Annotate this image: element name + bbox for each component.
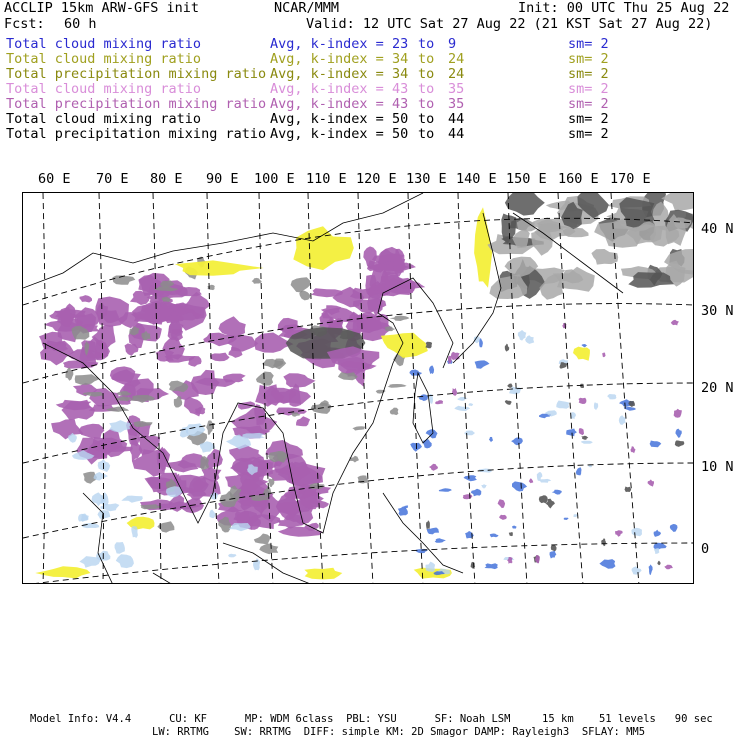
cloud-speck (529, 478, 533, 483)
blue-cloud-patch (429, 366, 434, 375)
legend-smoothing: sm= 2 (568, 126, 609, 142)
cloud-speck (425, 342, 432, 349)
blue-cloud-patch (439, 488, 452, 492)
blue-cloud-patch (654, 543, 667, 550)
legend-k-start: 43 (392, 81, 409, 97)
lon-label: 170 E (610, 171, 651, 187)
legend-field-name: Total cloud mixing ratio (6, 111, 202, 127)
blue-cloud-patch (490, 534, 499, 538)
legend-field-name: Total cloud mixing ratio (6, 51, 202, 67)
legend-k-end: 35 (448, 81, 465, 97)
cloud-speck (505, 400, 512, 405)
blue-cloud-patch (435, 538, 446, 543)
legend-avg-label: Avg, k-index = (270, 126, 384, 142)
cloud-speck (601, 538, 606, 546)
blue-cloud-patch (594, 402, 598, 410)
lon-label: 80 E (150, 171, 183, 187)
blue-cloud-patch (632, 566, 642, 574)
legend-k-start: 34 (392, 66, 409, 82)
gray-cloud-patch (390, 408, 399, 416)
blue-cloud-patch (79, 556, 101, 568)
blue-cloud-patch (469, 403, 474, 406)
blue-cloud-patch (426, 429, 438, 438)
blue-cloud-patch (131, 526, 138, 538)
legend-avg-label: Avg, k-index = (270, 51, 384, 67)
cloud-speck (471, 562, 476, 569)
yellow-cloud-band (304, 568, 342, 580)
legend-k-end: 44 (448, 126, 465, 142)
gray-cloud-patch (268, 478, 274, 487)
blue-cloud-patch (93, 472, 108, 481)
legend-k-start: 50 (392, 111, 409, 127)
blue-cloud-patch (525, 335, 534, 344)
lon-label: 130 E (406, 171, 447, 187)
gray-cloud-patch (259, 543, 278, 554)
cloud-speck (671, 320, 679, 326)
lon-label: 90 E (206, 171, 239, 187)
blue-cloud-patch (540, 479, 552, 483)
gray-cloud-patch (174, 396, 182, 408)
blue-cloud-patch (121, 496, 143, 503)
blue-cloud-patch (619, 415, 626, 425)
blue-cloud-patch (550, 550, 557, 558)
yellow-cloud-band (573, 347, 590, 361)
legend-to: to (418, 81, 435, 97)
legend-to: to (418, 66, 435, 82)
lon-label: 150 E (506, 171, 547, 187)
model-info-line1: Model Info: V4.4 CU: KF MP: WDM 6class PBL: YSU SF: Noah LSM 15 km 51 levels 90 sec (30, 713, 713, 725)
blue-cloud-patch (116, 554, 134, 568)
gray-cloud-patch (208, 285, 215, 290)
purple-cloud-patch (181, 498, 204, 513)
blue-cloud-patch (556, 401, 569, 409)
cloud-speck (452, 388, 457, 396)
legend-avg-label: Avg, k-index = (270, 111, 384, 127)
purple-cloud-patch (51, 419, 83, 439)
legend-to: to (418, 126, 435, 142)
cloud-speck (426, 520, 430, 529)
cloud-speck (539, 495, 548, 503)
blue-cloud-patch (228, 554, 236, 558)
purple-cloud-patch (80, 295, 93, 302)
blue-cloud-patch (253, 558, 260, 570)
cloud-speck (625, 487, 632, 493)
blue-cloud-patch (607, 394, 616, 399)
cloud-speck (499, 515, 507, 520)
cloud-speck (615, 530, 623, 537)
purple-cloud-patch (283, 373, 315, 387)
cloud-speck (657, 561, 660, 566)
legend-field-name: Total precipitation mixing ratio (6, 96, 267, 112)
purple-cloud-patch (296, 416, 310, 426)
cloud-speck (562, 323, 566, 328)
cloud-speck (509, 532, 513, 536)
blue-cloud-patch (464, 431, 475, 436)
cloud-speck (648, 479, 655, 486)
purple-cloud-patch (210, 353, 230, 362)
blue-cloud-patch (512, 481, 527, 491)
lon-label: 140 E (456, 171, 497, 187)
coastline (153, 573, 173, 584)
blue-cloud-patch (464, 475, 477, 481)
gray-cloud-patch (389, 316, 409, 322)
cloud-speck (602, 352, 606, 357)
legend-k-start: 23 (392, 36, 409, 52)
legend-to: to (418, 111, 435, 127)
purple-cloud-patch (78, 424, 104, 439)
map-panel (22, 192, 694, 584)
cloud-speck (451, 352, 460, 360)
legend-k-start: 43 (392, 96, 409, 112)
blue-cloud-patch (566, 429, 577, 437)
init-time: Init: 00 UTC Thu 25 Aug 22 (518, 0, 730, 16)
cloud-speck (579, 428, 584, 435)
longitude-gridline (611, 193, 639, 584)
legend-k-end: 44 (448, 111, 465, 127)
blue-cloud-patch (654, 530, 661, 537)
cloud-speck (579, 398, 587, 404)
blue-cloud-patch (427, 528, 440, 535)
legend-avg-label: Avg, k-index = (270, 96, 384, 112)
gray-cloud-patch (291, 277, 311, 292)
center-label: NCAR/MMM (274, 0, 340, 16)
cloud-speck (498, 499, 506, 508)
lon-label: 100 E (254, 171, 295, 187)
longitude-gridline (43, 193, 46, 584)
legend-field-name: Total precipitation mixing ratio (6, 126, 267, 142)
gray-cloud-patch (388, 384, 407, 388)
cloud-speck (551, 545, 557, 551)
blue-cloud-patch (98, 459, 111, 472)
gray-cloud-region (505, 193, 545, 216)
blue-cloud-patch (115, 542, 125, 554)
blue-cloud-patch (649, 564, 653, 575)
lat-label: 20 N (701, 380, 734, 396)
gray-cloud-patch (254, 534, 270, 545)
lon-label: 70 E (96, 171, 129, 187)
legend-smoothing: sm= 2 (568, 36, 609, 52)
legend-smoothing: sm= 2 (568, 81, 609, 97)
legend-smoothing: sm= 2 (568, 66, 609, 82)
legend-smoothing: sm= 2 (568, 51, 609, 67)
longitude-gridline (458, 193, 475, 584)
legend-field-name: Total precipitation mixing ratio (6, 66, 267, 82)
legend-to: to (418, 96, 435, 112)
blue-cloud-patch (552, 490, 562, 495)
cloud-speck (505, 344, 510, 352)
lat-label: 30 N (701, 303, 734, 319)
legend-avg-label: Avg, k-index = (270, 66, 384, 82)
blue-cloud-patch (475, 360, 490, 368)
legend-k-start: 34 (392, 51, 409, 67)
lon-label: 60 E (38, 171, 71, 187)
blue-cloud-patch (479, 338, 483, 347)
legend-avg-label: Avg, k-index = (270, 36, 384, 52)
yellow-cloud-band (381, 333, 428, 358)
gray-cloud-patch (256, 372, 274, 386)
purple-cloud-patch (276, 408, 307, 416)
legend-k-end: 35 (448, 96, 465, 112)
blue-cloud-patch (489, 437, 493, 442)
lon-label: 160 E (558, 171, 599, 187)
legend-to: to (418, 51, 435, 67)
gray-cloud-patch (66, 367, 74, 381)
lon-label: 110 E (306, 171, 347, 187)
blue-cloud-patch (581, 441, 593, 444)
blue-cloud-patch (564, 518, 569, 520)
legend-avg-label: Avg, k-index = (270, 81, 384, 97)
lat-label: 40 N (701, 221, 734, 237)
blue-cloud-patch (518, 330, 526, 341)
cloud-speck (580, 384, 584, 388)
forecast-hour: 60 h (64, 16, 97, 32)
blue-cloud-patch (582, 344, 588, 347)
blue-cloud-patch (576, 467, 582, 475)
gray-cloud-patch (113, 276, 136, 285)
yellow-cloud-band (127, 517, 155, 530)
legend-field-name: Total cloud mixing ratio (6, 81, 202, 97)
legend-k-start: 50 (392, 126, 409, 142)
gray-cloud-patch (352, 426, 365, 430)
blue-cloud-patch (409, 370, 422, 376)
blue-cloud-patch (419, 394, 428, 401)
model-title: ACCLIP 15km ARW-GFS init (4, 0, 200, 16)
cloud-speck (631, 446, 636, 453)
cloud-speck (674, 409, 682, 418)
legend-to: to (418, 36, 435, 52)
model-info-line2: LW: RRTMG SW: RRTMG DIFF: simple KM: 2D Smagor DAMP: Rayleigh3 SFLAY: MM5 (152, 726, 646, 738)
gray-cloud-patch (252, 278, 262, 284)
legend-k-end: 24 (448, 51, 465, 67)
blue-cloud-patch (423, 439, 432, 449)
blue-cloud-patch (481, 484, 487, 489)
map-canvas (23, 193, 694, 584)
blue-cloud-patch (599, 559, 615, 569)
lat-label: 10 N (701, 459, 734, 475)
legend-field-name: Total cloud mixing ratio (6, 36, 202, 52)
blue-cloud-patch (654, 548, 659, 554)
blue-cloud-patch (454, 406, 470, 411)
purple-cloud-patch (191, 370, 220, 395)
lat-label: 0 (701, 541, 710, 557)
cloud-speck (463, 494, 473, 499)
cloud-speck (675, 440, 685, 447)
valid-time: Valid: 12 UTC Sat 27 Aug 22 (21 KST Sat 27 Aug 22) (306, 16, 713, 32)
lon-label: 120 E (356, 171, 397, 187)
blue-cloud-patch (426, 562, 436, 572)
legend-smoothing: sm= 2 (568, 96, 609, 112)
blue-cloud-patch (458, 397, 468, 401)
legend-k-end: 9 (448, 36, 457, 52)
gray-cloud-patch (206, 420, 213, 434)
blue-cloud-patch (485, 563, 498, 569)
blue-cloud-patch (511, 438, 523, 446)
blue-cloud-patch (670, 524, 678, 532)
blue-cloud-patch (209, 510, 216, 518)
legend-smoothing: sm= 2 (568, 111, 609, 127)
blue-cloud-patch (180, 427, 189, 438)
gray-cloud-region (591, 249, 618, 265)
blue-cloud-patch (512, 526, 516, 529)
yellow-cloud-band (175, 260, 264, 275)
longitude-gridline (558, 193, 583, 584)
blue-cloud-patch (631, 528, 642, 536)
blue-cloud-patch (650, 441, 662, 448)
gray-cloud-region (563, 228, 589, 238)
cloud-speck (581, 436, 588, 440)
cloud-speck (429, 464, 438, 471)
cloud-speck (664, 565, 673, 570)
forecast-label: Fcst: (4, 16, 45, 32)
cloud-speck (435, 400, 443, 404)
blue-cloud-patch (675, 429, 681, 438)
blue-cloud-patch (471, 489, 481, 497)
legend-k-end: 24 (448, 66, 465, 82)
coastline (383, 493, 463, 573)
